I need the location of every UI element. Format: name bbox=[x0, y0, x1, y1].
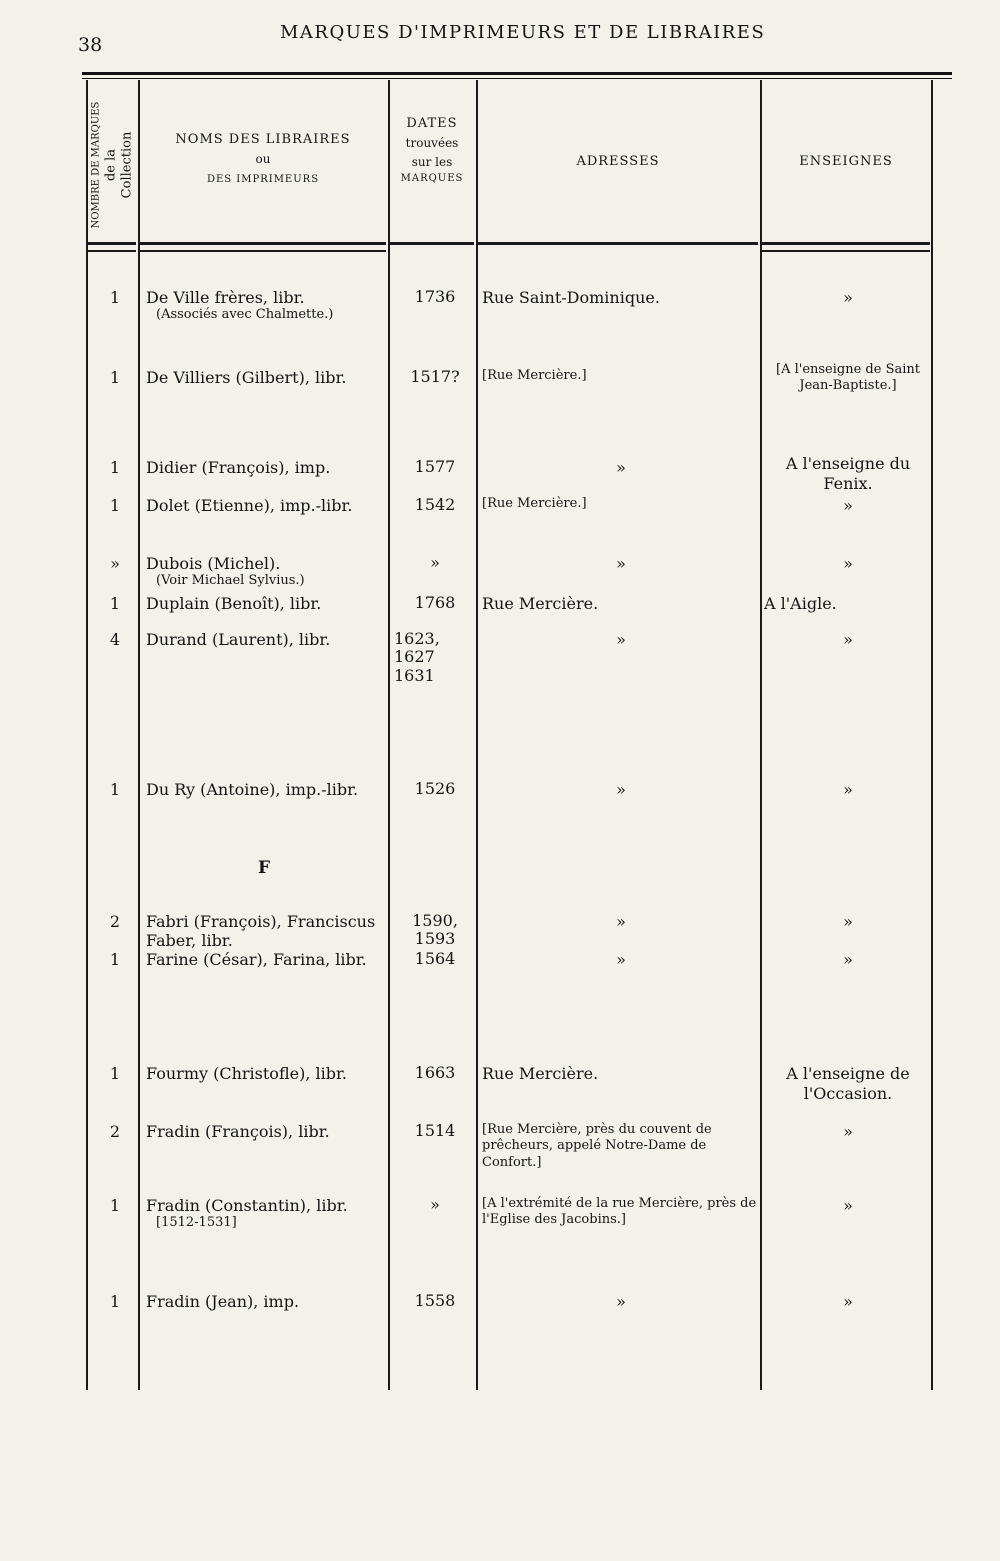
row-sign: » bbox=[843, 630, 853, 649]
row-sign: A l'enseigne du Fenix. bbox=[785, 454, 911, 493]
row-count: 1 bbox=[109, 780, 121, 799]
column-divider bbox=[760, 80, 762, 1390]
dates-header-line: DATES bbox=[406, 116, 458, 131]
row-date: 1526 bbox=[414, 779, 456, 798]
row-count: 1 bbox=[109, 594, 121, 613]
row-name: Fradin (François), libr. bbox=[146, 1122, 330, 1141]
row-name: De Villiers (Gilbert), libr. bbox=[146, 368, 347, 387]
row-name: Fradin (Jean), imp. bbox=[146, 1292, 300, 1311]
name-note: [1512-1531] bbox=[156, 1215, 237, 1231]
row-name: Fourmy (Christofle), libr. bbox=[146, 1064, 347, 1083]
row-count: 1 bbox=[109, 1196, 121, 1215]
dates-header-line: MARQUES bbox=[400, 173, 464, 185]
row-date: » bbox=[430, 1195, 440, 1214]
row-date: 1564 bbox=[414, 949, 456, 968]
row-name: Dolet (Etienne), imp.-libr. bbox=[146, 496, 353, 515]
row-address: » bbox=[616, 780, 626, 799]
names-header-line: DES IMPRIMEURS bbox=[206, 173, 320, 185]
count-header-line: de la bbox=[103, 148, 118, 182]
row-count: 1 bbox=[109, 496, 121, 515]
column-header-addresses: ADRESSES bbox=[576, 154, 660, 169]
name-note: (Associés avec Chalmette.) bbox=[156, 307, 334, 323]
row-sign: » bbox=[843, 1122, 853, 1141]
count-header-line: NOMBRE DE MARQUES bbox=[90, 101, 102, 229]
name-text: De Ville frères, libr. bbox=[146, 288, 305, 307]
row-address: » bbox=[616, 630, 626, 649]
table-border-right bbox=[931, 80, 933, 1390]
row-sign: » bbox=[843, 554, 853, 573]
names-header-line: NOMS DES LIBRAIRES bbox=[175, 132, 351, 147]
running-title: MARQUES D'IMPRIMEURS ET DE LIBRAIRES bbox=[280, 22, 766, 43]
name-note: (Voir Michael Sylvius.) bbox=[156, 573, 305, 589]
dates-header-line: sur les bbox=[411, 154, 453, 169]
row-date: 1558 bbox=[414, 1291, 456, 1310]
header-rule bbox=[140, 250, 386, 252]
header-rule bbox=[762, 250, 930, 252]
row-sign: » bbox=[843, 496, 853, 515]
row-count: 1 bbox=[109, 1064, 121, 1083]
row-date: 1623, 1627 1631 bbox=[394, 629, 440, 685]
header-rule bbox=[762, 242, 930, 245]
row-sign: A l'Aigle. bbox=[764, 594, 837, 613]
row-name: Fabri (François), Franciscus Faber, libr. bbox=[146, 912, 376, 951]
row-date: 1542 bbox=[414, 495, 456, 514]
page-number: 38 bbox=[78, 34, 103, 56]
row-date: 1517? bbox=[410, 367, 460, 386]
row-count: 1 bbox=[109, 458, 121, 477]
column-divider bbox=[476, 80, 478, 1390]
row-address: Rue Mercière. bbox=[482, 1064, 599, 1083]
row-date: 1768 bbox=[414, 593, 456, 612]
row-name: Duplain (Benoît), libr. bbox=[146, 594, 322, 613]
column-header-signs: ENSEIGNES bbox=[799, 154, 893, 169]
table-border-left bbox=[86, 80, 88, 1390]
row-date: 1514 bbox=[414, 1121, 456, 1140]
top-rule-thin bbox=[82, 78, 952, 79]
column-header-count bbox=[88, 90, 138, 240]
row-count: 1 bbox=[109, 1292, 121, 1311]
header-rule bbox=[88, 250, 136, 252]
row-address: » bbox=[616, 554, 626, 573]
row-count: 4 bbox=[109, 630, 121, 649]
row-sign: [A l'enseigne de Saint Jean-Baptiste.] bbox=[776, 362, 920, 394]
column-header-dates bbox=[390, 114, 474, 187]
row-sign: » bbox=[843, 288, 853, 307]
row-name: Du Ry (Antoine), imp.-libr. bbox=[146, 780, 359, 799]
row-sign: » bbox=[843, 912, 853, 931]
row-sign: » bbox=[843, 950, 853, 969]
row-name bbox=[146, 554, 391, 589]
name-text: Fradin (Constantin), libr. bbox=[146, 1196, 348, 1215]
row-count: » bbox=[110, 554, 120, 573]
row-address: [A l'extrémité de la rue Mercière, près de l'Eglise des Jacobins.] bbox=[482, 1196, 757, 1228]
row-address: Rue Mercière. bbox=[482, 594, 599, 613]
header-rule bbox=[88, 242, 136, 245]
row-sign: A l'enseigne de l'Occasion. bbox=[786, 1064, 910, 1103]
row-address: Rue Saint-Dominique. bbox=[482, 288, 660, 307]
row-date: 1590, 1593 bbox=[412, 911, 458, 949]
row-date: 1663 bbox=[414, 1063, 456, 1082]
row-sign: » bbox=[843, 780, 853, 799]
row-name bbox=[146, 288, 391, 323]
row-address: » bbox=[616, 912, 626, 931]
row-name: Durand (Laurent), libr. bbox=[146, 630, 331, 649]
names-header-line: ou bbox=[255, 151, 271, 166]
row-sign: » bbox=[843, 1292, 853, 1311]
top-rule bbox=[82, 72, 952, 75]
row-date: 1577 bbox=[414, 457, 456, 476]
header-rule bbox=[140, 242, 386, 245]
header-rule bbox=[390, 242, 474, 245]
row-name bbox=[146, 1196, 391, 1231]
name-text: Dubois (Michel). bbox=[146, 554, 281, 573]
row-count: 1 bbox=[109, 950, 121, 969]
column-divider bbox=[138, 80, 140, 1390]
header-rule bbox=[478, 242, 758, 245]
row-count: 1 bbox=[109, 288, 121, 307]
dates-header-line: trouvées bbox=[405, 136, 459, 151]
row-sign: » bbox=[843, 1196, 853, 1215]
column-header-names bbox=[148, 130, 378, 187]
row-date: 1736 bbox=[414, 287, 456, 306]
column-divider bbox=[388, 80, 390, 1390]
row-address: [Rue Mercière.] bbox=[482, 368, 587, 383]
row-address: » bbox=[616, 1292, 626, 1311]
row-address: » bbox=[616, 458, 626, 477]
count-header-line: Collection bbox=[119, 131, 135, 199]
row-name: Farine (César), Farina, libr. bbox=[146, 950, 367, 969]
row-address: [Rue Mercière.] bbox=[482, 496, 587, 511]
row-date: » bbox=[430, 553, 440, 572]
row-count: 2 bbox=[109, 912, 121, 931]
section-letter: F bbox=[258, 858, 271, 878]
row-address: » bbox=[616, 950, 626, 969]
row-name: Didier (François), imp. bbox=[146, 458, 331, 477]
row-count: 1 bbox=[109, 368, 121, 387]
row-address: [Rue Mercière, près du couvent de prêcheurs, appelé Notre-Dame de Confort.] bbox=[482, 1122, 712, 1170]
row-count: 2 bbox=[109, 1122, 121, 1141]
